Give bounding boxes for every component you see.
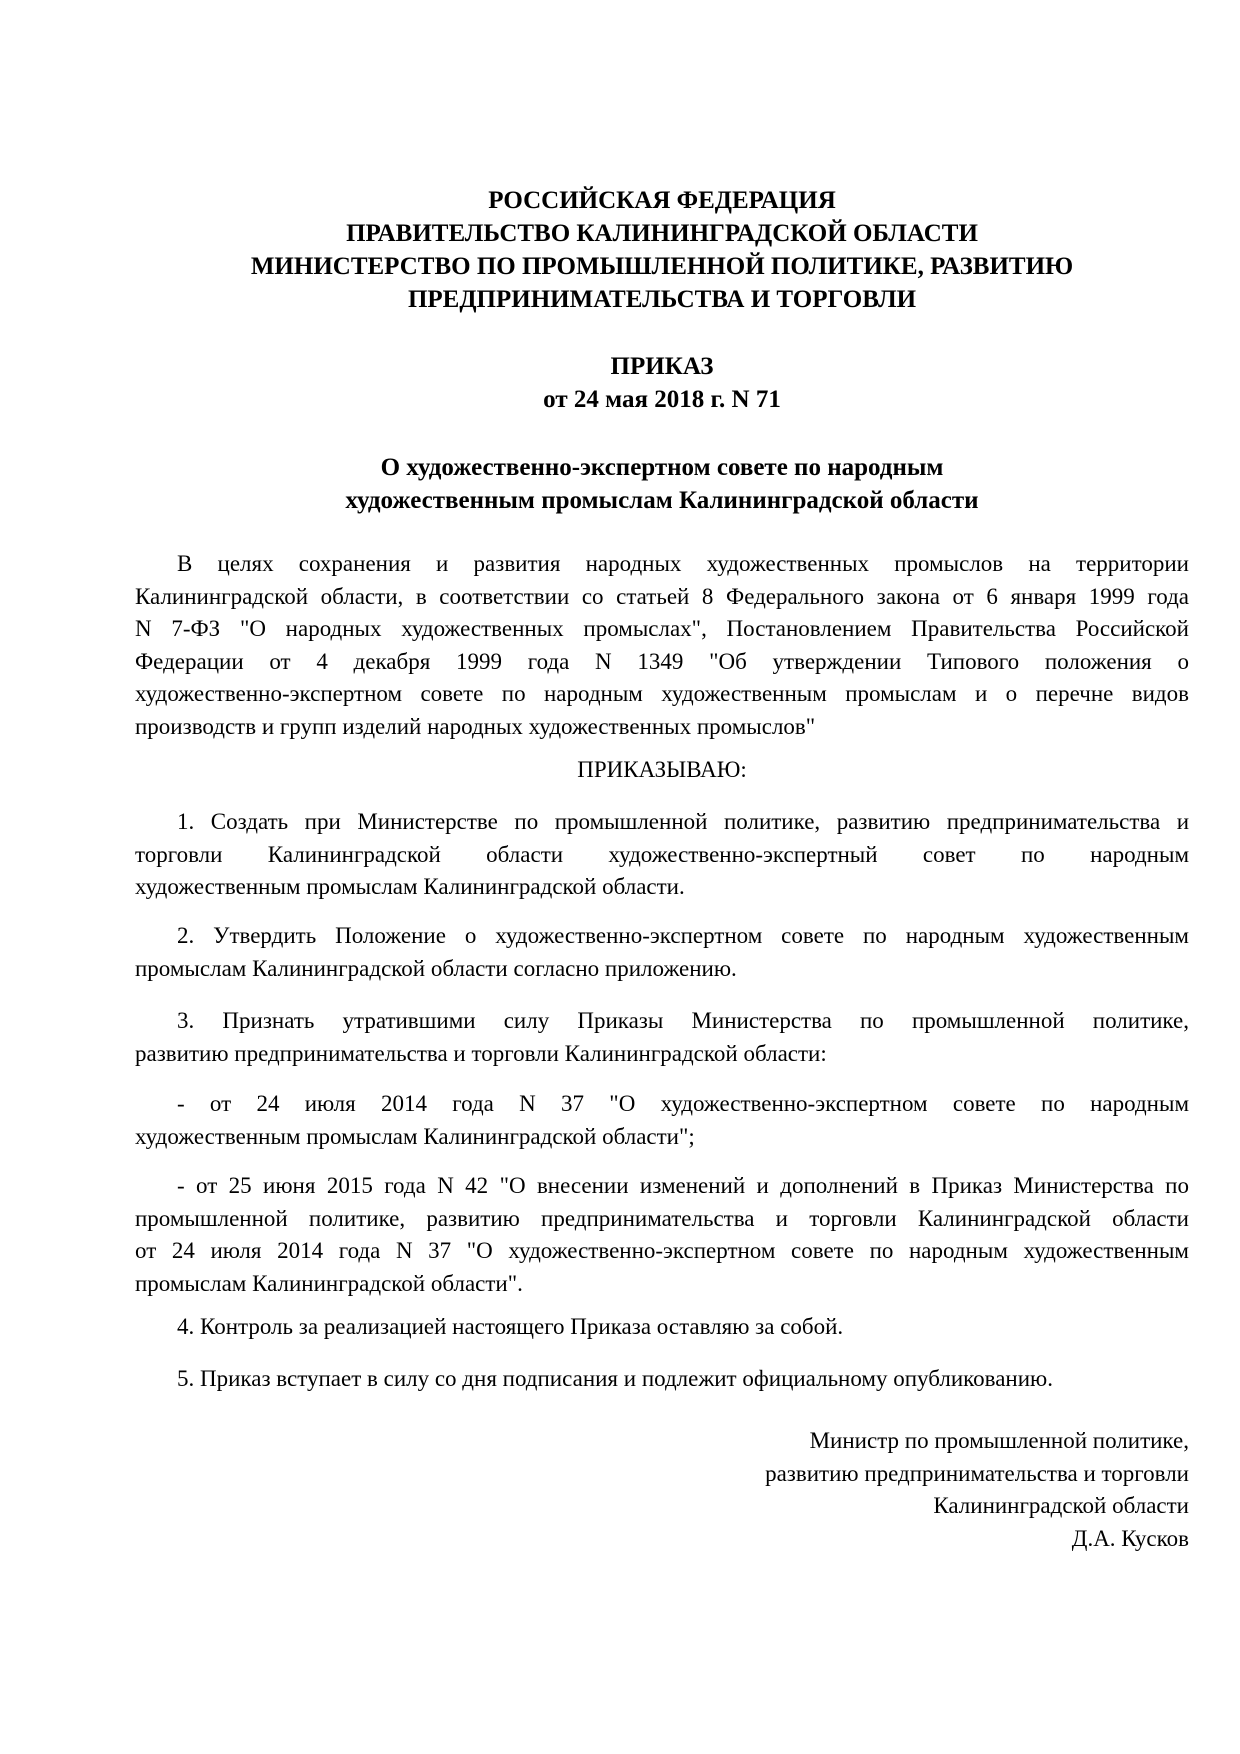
text-line: N 7-ФЗ "О народных художественных промыслах", Постановлением Правительства Российской (135, 616, 1189, 642)
text-line: 1. Создать при Министерстве по промышленной политике, развитию предпринимательства и (177, 809, 1189, 834)
decree-word: ПРИКАЗЫВАЮ: (577, 757, 747, 782)
signatory-name: Д.А. Кусков (1071, 1525, 1189, 1551)
text-line: промышленной политике, развитию предпринимательства и торговли Калининградской области (135, 1205, 1189, 1231)
signature-line: Калининградской области (933, 1493, 1189, 1519)
document-header (135, 184, 1189, 316)
text-line: 5. Приказ вступает в силу со дня подписания и подлежит официальному опубликованию. (177, 1366, 1053, 1391)
item-1 (135, 806, 1189, 904)
signature-line: развитию предпринимательства и торговли (765, 1460, 1189, 1486)
item-5 (135, 1363, 1189, 1396)
order-heading (135, 350, 1189, 416)
text-line: 2. Утвердить Положение о художественно-экспертном совете по народным художественным (177, 923, 1189, 948)
text-line: художественным промыслам Калининградской области"; (135, 1123, 695, 1149)
order-type: ПРИКАЗ (610, 353, 714, 380)
order-date-number: от 24 мая 2018 г. N 71 (543, 386, 781, 413)
preamble-paragraph (135, 548, 1189, 744)
header-line: ПРАВИТЕЛЬСТВО КАЛИНИНГРАДСКОЙ ОБЛАСТИ (346, 220, 978, 247)
header-line: РОССИЙСКАЯ ФЕДЕРАЦИЯ (488, 187, 836, 214)
text-line: - от 24 июля 2014 года N 37 "О художественно-экспертном совете по народным (177, 1091, 1189, 1116)
text-line: развитию предпринимательства и торговли Калининградской области: (135, 1040, 827, 1066)
text-line: производств и групп изделий народных художественных промыслов" (135, 713, 816, 739)
text-line: - от 25 июня 2015 года N 42 "О внесении изменений и дополнений в Приказ Министерства по (177, 1173, 1189, 1198)
item-4 (135, 1311, 1189, 1344)
title-line: О художественно-экспертном совете по народным (380, 454, 944, 481)
header-line: ПРЕДПРИНИМАТЕЛЬСТВА И ТОРГОВЛИ (407, 286, 917, 313)
text-line: художественным промыслам Калининградской области. (135, 874, 685, 900)
item-3-sub-2 (135, 1170, 1189, 1300)
item-3-sub-1 (135, 1088, 1189, 1153)
text-line: 4. Контроль за реализацией настоящего Приказа оставляю за собой. (177, 1314, 844, 1339)
text-line: промыслам Калининградской области". (135, 1270, 523, 1296)
text-line: промыслам Калининградской области согласно приложению. (135, 955, 737, 981)
text-line: художественно-экспертном совете по народным художественным промыслам и о перечне видов (135, 681, 1189, 707)
signature-line: Министр по промышленной политике, (809, 1428, 1189, 1453)
header-line: МИНИСТЕРСТВО ПО ПРОМЫШЛЕННОЙ ПОЛИТИКЕ, РАЗВИТИЮ (250, 253, 1074, 280)
text-line: торговли Калининградской области художественно-экспертный совет по народным (135, 841, 1189, 867)
text-line: В целях сохранения и развития народных художественных промыслов на территории (177, 551, 1189, 576)
text-line: 3. Признать утратившими силу Приказы Министерства по промышленной политике, (177, 1008, 1189, 1033)
document-title (135, 451, 1189, 517)
text-line: Федерации от 4 декабря 1999 года N 1349 "Об утверждении Типового положения о (135, 648, 1189, 674)
item-2 (135, 920, 1189, 985)
title-line: художественным промыслам Калининградской области (345, 487, 979, 514)
text-line: от 24 июля 2014 года N 37 "О художественно-экспертном совете по народным художественным (135, 1238, 1189, 1264)
text-line: Калининградской области, в соответствии со статьей 8 Федерального закона от 6 января 1999 года (135, 583, 1189, 609)
signature-block (489, 1425, 1189, 1555)
item-3 (135, 1005, 1189, 1070)
